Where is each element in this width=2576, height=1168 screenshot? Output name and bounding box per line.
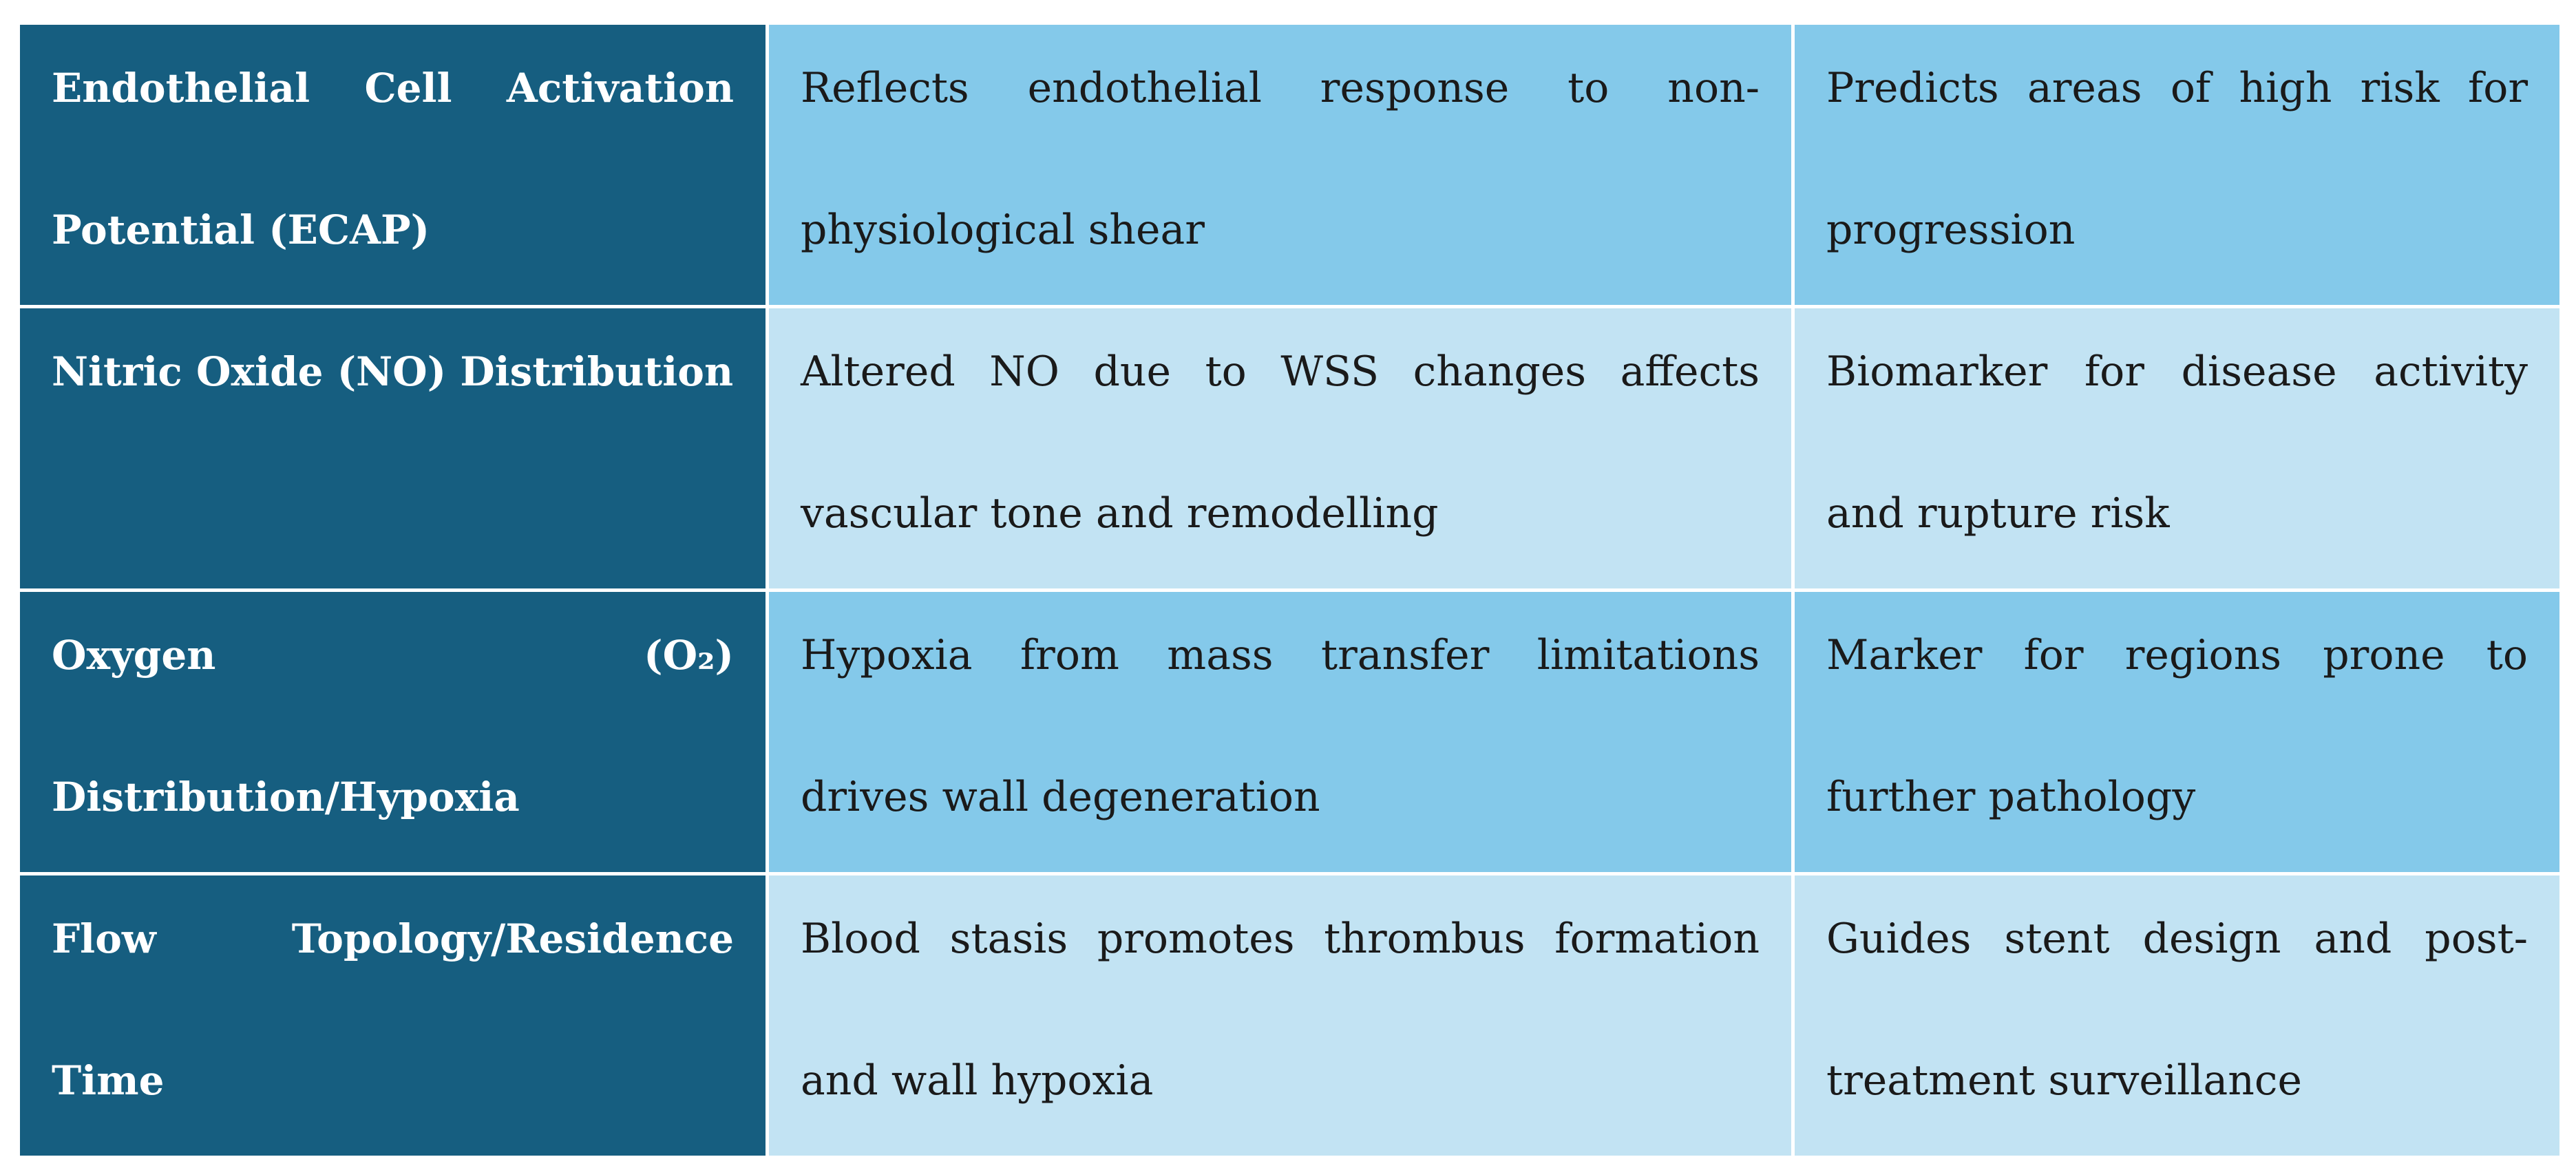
clinical-text: Guides stent design and post-treatment surveillance [1826,915,2528,1105]
clinical-cell [1793,23,2562,307]
mechanism-text: Blood stasis promotes thrombus formation and wall hypoxia [801,915,1760,1105]
mechanism-cell [768,591,1793,874]
parameter-label: Oxygen (O₂) Distribution/Hypoxia [52,632,734,820]
mechanism-cell [768,23,1793,307]
table-row [19,307,2562,591]
clinical-text: Predicts areas of high risk for progression [1826,64,2528,254]
parameter-cell [19,23,768,307]
parameter-cell [19,591,768,874]
parameters-table [17,21,2563,1159]
mechanism-text: Reflects endothelial response to non-physiological shear [801,64,1760,254]
clinical-text: Biomarker for disease activity and rupture risk [1826,348,2528,538]
mechanism-cell [768,874,1793,1158]
parameter-label: Flow Topology/Residence Time [52,915,734,1104]
mechanism-text: Altered NO due to WSS changes affects vascular tone and remodelling [801,348,1760,538]
parameter-label: Nitric Oxide (NO) Distribution [52,348,734,395]
mechanism-cell [768,307,1793,591]
clinical-cell [1793,307,2562,591]
mechanism-text: Hypoxia from mass transfer limitations drives wall degeneration [801,631,1760,821]
table-row [19,591,2562,874]
clinical-cell [1793,874,2562,1158]
parameter-label: Endothelial Cell Activation Potential (ECAP) [52,65,734,253]
clinical-text: Marker for regions prone to further pathology [1826,631,2528,821]
table-row [19,23,2562,307]
parameter-cell [19,874,768,1158]
table-row [19,874,2562,1158]
parameter-cell [19,307,768,591]
clinical-cell [1793,591,2562,874]
